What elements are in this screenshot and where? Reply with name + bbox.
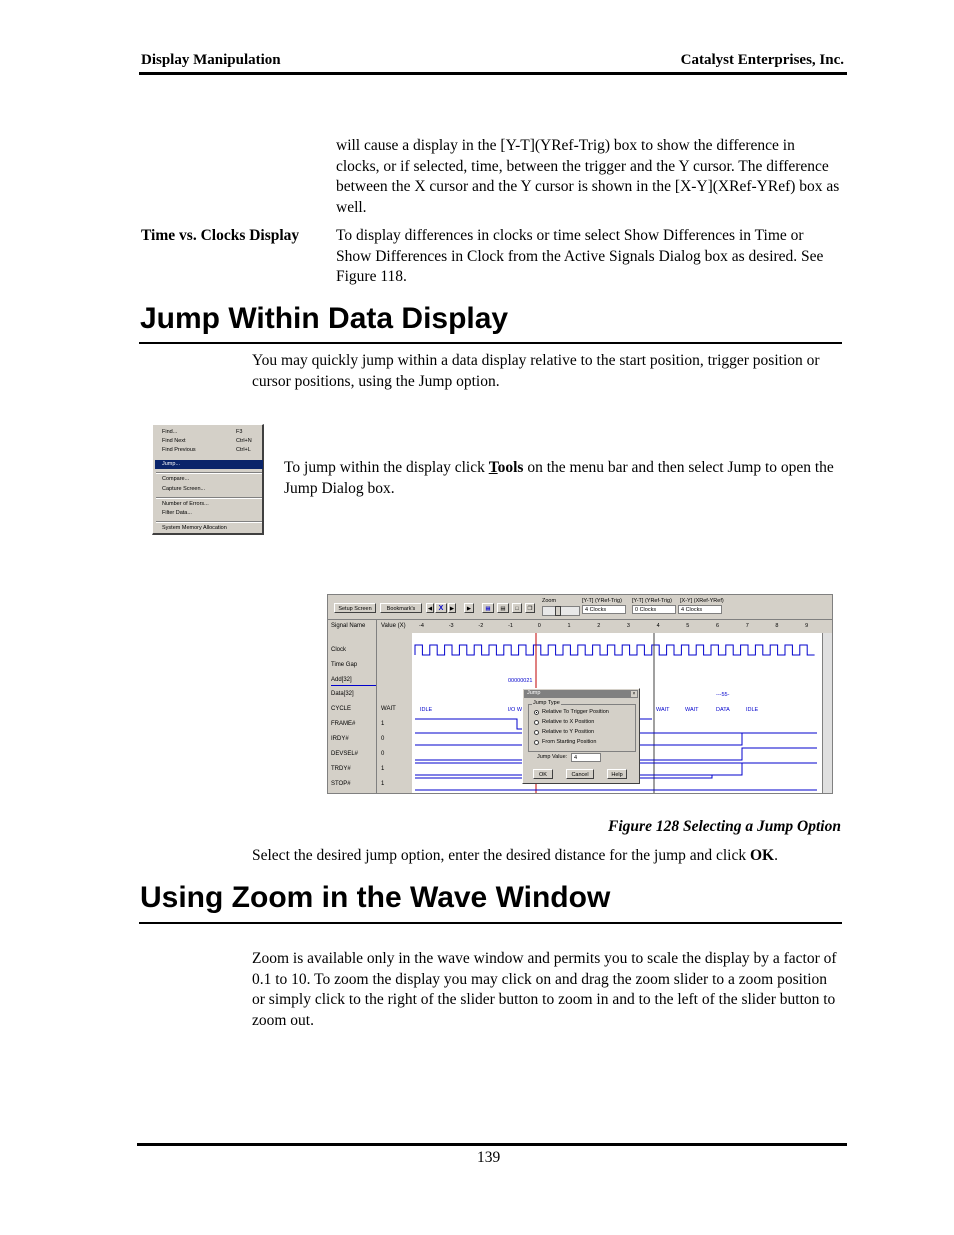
signal-name[interactable]: DEVSEL# <box>331 751 359 757</box>
zoom-text: Zoom is available only in the wave window and permits you to scale the display by a factor of 0.1 to 10. To zoom the display you may click on and drag the zoom slider to a zoom position or simply click to the right of the slider button to zoom in and to the left of the slider button to zoom out. <box>252 950 837 1029</box>
time-tick-label: 4 <box>656 623 660 629</box>
wave-window <box>327 594 833 794</box>
menu-item-find-next[interactable]: Find Next <box>162 438 186 444</box>
cycle-label: IDLE <box>746 707 759 713</box>
right-arrow-icon[interactable]: ▶ <box>448 603 456 613</box>
signal-value: 0 <box>381 751 385 757</box>
menu-shortcut: F3 <box>236 429 243 435</box>
clock-waveform <box>415 645 815 655</box>
menu-item-filter-data[interactable]: Filter Data... <box>162 510 192 516</box>
tools-menu <box>152 424 264 535</box>
menu-item-find-previous[interactable]: Find Previous <box>162 447 196 453</box>
cycle-label: WAIT <box>656 707 670 713</box>
time-tick-label: 1 <box>567 623 571 629</box>
menu-item-system-memory[interactable]: System Memory Allocation <box>162 525 227 531</box>
signal-name[interactable]: FRAME# <box>331 721 356 727</box>
signal-name[interactable]: IRDY# <box>331 736 349 742</box>
xy-field: 4 Clocks <box>678 605 722 614</box>
option-trigger: Relative To Trigger Position <box>542 709 609 715</box>
cancel-button[interactable]: Cancel <box>566 769 594 779</box>
time-tick-label: -1 <box>508 623 513 629</box>
menu-separator <box>156 472 262 474</box>
signal-name[interactable]: Data[32] <box>331 691 354 697</box>
time-tick-label: 5 <box>686 623 690 629</box>
time-tick-label: 3 <box>626 623 630 629</box>
time-tick-label: -3 <box>448 623 454 629</box>
time-tick-label: 0 <box>537 623 541 629</box>
signal-value: 0 <box>381 736 385 742</box>
cycle-label: DATA <box>716 707 730 713</box>
footer-rule <box>137 1143 847 1146</box>
menu-separator <box>156 497 262 499</box>
option-y: Relative to Y Position <box>542 729 595 735</box>
signal-name[interactable]: Clock <box>331 647 347 653</box>
radio-y[interactable] <box>534 730 539 735</box>
cycle-label: I/O W <box>508 707 523 713</box>
value-header: Value (X) <box>381 623 406 629</box>
menu-item-capture-screen[interactable]: Capture Screen... <box>162 486 206 492</box>
yt2-label: [Y-T] (YRef-Trig) <box>632 598 672 604</box>
cycle-label: WAIT <box>685 707 699 713</box>
menu-separator <box>156 521 262 523</box>
menu-shortcut: Ctrl+N <box>236 438 252 444</box>
signal-name[interactable]: Time Gap <box>331 662 358 668</box>
signal-name[interactable]: Add[32] <box>331 677 352 683</box>
jump-value-label: Jump Value: <box>537 754 568 760</box>
jump-after-text: Select the desired jump option, enter the desired distance for the jump and click OK. <box>252 847 778 864</box>
radio-start[interactable] <box>534 740 539 745</box>
section-rule <box>139 342 842 344</box>
dialog-title: Jump <box>527 690 541 696</box>
data-value: ---55- <box>716 692 730 698</box>
section-rule <box>139 922 842 924</box>
zoom-slider[interactable] <box>542 606 580 616</box>
copy-icon[interactable]: ❐ <box>525 603 535 613</box>
page-number: 139 <box>477 1149 501 1166</box>
column-divider <box>376 619 377 794</box>
x-cursor-button[interactable]: X <box>435 603 447 613</box>
time-tick-label: 7 <box>745 623 749 629</box>
bookmarks-button[interactable]: Bookmark's <box>380 603 422 613</box>
signal-underline <box>331 685 376 686</box>
menu-item-number-of-errors[interactable]: Number of Errors... <box>162 501 209 507</box>
time-tick-label: 6 <box>716 623 720 629</box>
time-tick-label: 2 <box>597 623 601 629</box>
jump-type-label: Jump Type <box>533 700 560 706</box>
signal-icon[interactable]: □ <box>512 603 522 613</box>
close-icon[interactable]: × <box>632 691 636 697</box>
option-start: From Starting Position <box>542 739 597 745</box>
menu-item-jump[interactable]: Jump... <box>162 461 181 467</box>
address-value: 00000021 <box>508 678 533 684</box>
option-x: Relative to X Position <box>542 719 595 725</box>
dialog-title-bar <box>524 690 638 698</box>
cycle-label: IDLE <box>420 707 433 713</box>
yt-label: [Y-T] (YRef-Trig) <box>582 598 622 604</box>
jump-intro: You may quickly jump within a data display relative to the start position, trigger position or cursor positions, using the Jump option. <box>252 352 820 390</box>
menu-item-find[interactable]: Find... <box>162 429 178 435</box>
running-header-left: Display Manipulation <box>141 52 281 68</box>
signal-value: 1 <box>381 766 385 772</box>
time-tick-label: -2 <box>478 623 484 629</box>
setup-screen-button[interactable]: Setup Screen <box>334 603 376 613</box>
help-button[interactable]: Help <box>607 769 627 779</box>
jump-value-input[interactable]: 4 <box>571 753 601 762</box>
tools-instruction: To jump within the display click Tools on the menu bar and then select Jump to open the Jump Dialog box. <box>284 459 834 497</box>
menu-item-compare[interactable]: Compare... <box>162 476 190 482</box>
signal-name[interactable]: STOP# <box>331 781 351 787</box>
columns-icon[interactable]: ▤ <box>497 603 509 613</box>
xy-label: [X-Y] (XRef-YRef) <box>680 598 724 604</box>
signal-value: 1 <box>381 781 385 787</box>
signal-value: WAIT <box>381 706 396 712</box>
zoom-label: Zoom <box>542 598 557 604</box>
left-arrow-icon[interactable]: ◀ <box>426 603 434 613</box>
menu-shortcut: Ctrl+L <box>236 447 251 453</box>
header-rule <box>139 72 847 75</box>
time-tick-label: 9 <box>805 623 809 629</box>
running-header-right: Catalyst Enterprises, Inc. <box>680 52 844 68</box>
toolbar-divider <box>328 619 833 620</box>
grid-icon[interactable]: ▦ <box>482 603 494 613</box>
section-heading-jump: Jump Within Data Display <box>140 302 509 335</box>
time-clocks-text: To display differences in clocks or time select Show Differences in Time or Show Differences in Clock from the Active Signals Dialog box as desired. See Figure 118. <box>336 227 824 285</box>
signal-value: 1 <box>381 721 385 727</box>
section-heading-zoom: Using Zoom in the Wave Window <box>140 881 611 914</box>
yt-field: 4 Clocks <box>582 605 626 614</box>
signal-name[interactable]: CYCLE <box>331 706 352 712</box>
ok-button[interactable]: OK <box>533 769 553 779</box>
play-icon[interactable]: ▶ <box>464 603 474 613</box>
signal-name-header: Signal Name <box>331 623 366 629</box>
time-clocks-term: Time vs. Clocks Display <box>141 227 300 244</box>
signal-name[interactable]: TRDY# <box>331 766 351 772</box>
time-tick-label: 8 <box>775 623 779 629</box>
zoom-slider-thumb[interactable] <box>555 606 561 616</box>
yt2-field: 0 Clocks <box>632 605 676 614</box>
time-tick-label: -4 <box>419 623 424 629</box>
figure-caption: Figure 128 Selecting a Jump Option <box>608 818 841 835</box>
clock-trace <box>415 645 815 655</box>
radio-trigger[interactable] <box>534 710 539 715</box>
vertical-scrollbar[interactable] <box>822 633 833 794</box>
radio-x[interactable] <box>534 720 539 725</box>
jump-dialog <box>522 688 640 784</box>
intro-continuation: will cause a display in the [Y-T](YRef-Trig) box to show the difference in clocks, or if selected, time, between the trigger and the Y cursor. The difference between the X cursor and the Y cursor is shown in the [X-Y](XRef-YRef) box as well. <box>336 137 840 216</box>
